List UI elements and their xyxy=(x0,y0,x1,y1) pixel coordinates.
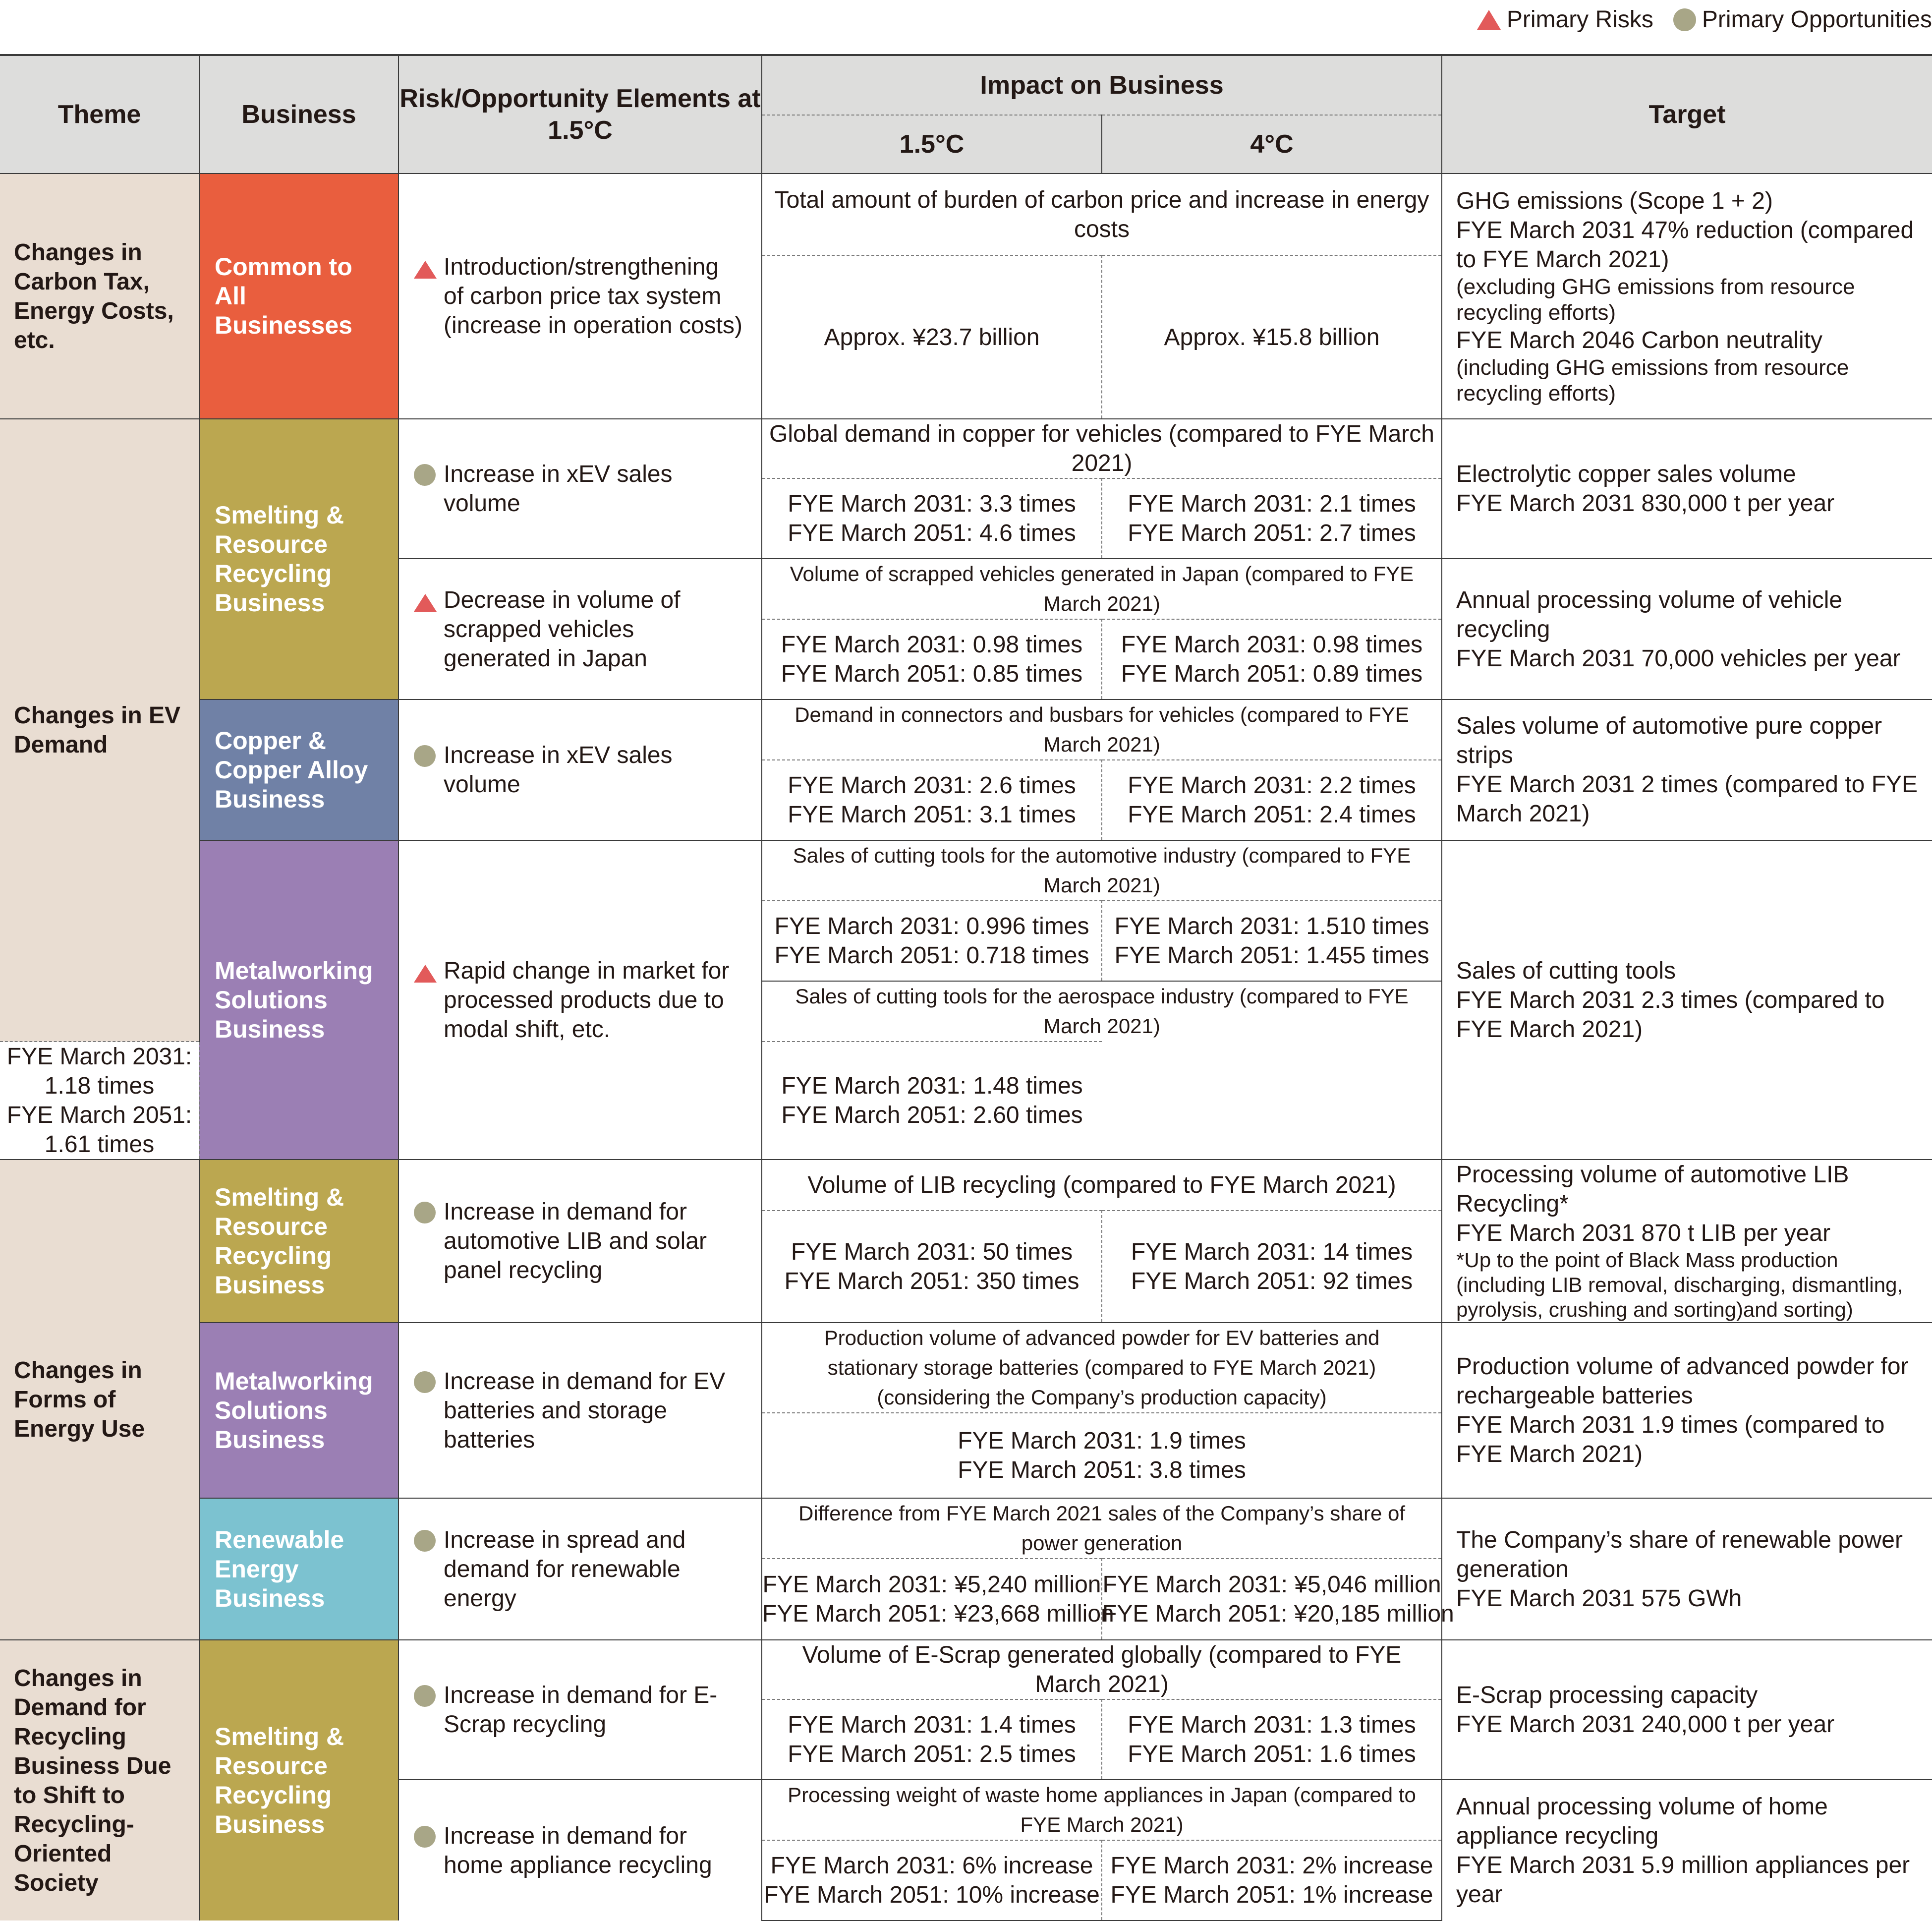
risk-triangle-icon xyxy=(414,594,437,612)
element-row: Increase in demand for E-Scrap recycling xyxy=(398,1640,762,1780)
business-metalworking: Metalworking Solutions Business xyxy=(199,840,398,1160)
impact-value-4c: FYE March 2031: 14 times FYE March 2051: 92 times xyxy=(1102,1211,1442,1323)
opportunity-circle-icon xyxy=(414,464,436,486)
impact-header: Processing weight of waste home appliances in Japan (compared to FYE March 2021) xyxy=(762,1780,1442,1840)
impact-value-4c: FYE March 2031: 0.98 times FYE March 2051: 0.89 times xyxy=(1102,619,1442,699)
impact-value-1-5c: FYE March 2031: ¥5,240 million FYE March 2051: ¥23,668 million xyxy=(762,1559,1102,1640)
impact-value-4c: FYE March 2031: 2.2 times FYE March 2051: 2.4 times xyxy=(1102,760,1442,840)
target-cell: The Company’s share of renewable power generation FYE March 2031 575 GWh xyxy=(1442,1498,1932,1640)
business-copper: Copper & Copper Alloy Business xyxy=(199,699,398,840)
element-row: Rapid change in market for processed products due to modal shift, etc. xyxy=(398,840,762,1160)
impact-value-1-5c: FYE March 2031: 0.996 times FYE March 2051: 0.718 times xyxy=(762,901,1102,981)
legend-opportunity-label: Primary Opportunities xyxy=(1702,6,1932,33)
legend-opportunity xyxy=(1673,8,1932,32)
impact-value-1-5c: FYE March 2031: 1.4 times FYE March 2051: 2.5 times xyxy=(762,1699,1102,1780)
element-row: Increase in xEV sales volume xyxy=(398,419,762,559)
element-row: Increase in spread and demand for renewable energy xyxy=(398,1498,762,1640)
target-cell: Annual processing volume of home appliance recycling FYE March 2031 5.9 million appliances per year xyxy=(1442,1780,1932,1921)
legend-risk-label: Primary Risks xyxy=(1506,6,1653,33)
theme-energy: Changes in Forms of Energy Use xyxy=(0,1160,199,1640)
element-row: Decrease in volume of scrapped vehicles generated in Japan xyxy=(398,559,762,699)
risk-triangle-icon xyxy=(414,261,437,279)
impact-value-4c: FYE March 2031: 1.3 times FYE March 2051: 1.6 times xyxy=(1102,1699,1442,1780)
opportunity-circle-icon xyxy=(414,1530,436,1552)
impact-header: Demand in connectors and busbars for vehicles (compared to FYE March 2021) xyxy=(762,699,1442,760)
target-cell: GHG emissions (Scope 1 + 2) FYE March 2031 47% reduction (compared to FYE March 2021) (excluding GHG emissions from resource recycling efforts) FYE March 2046 Carbon neutrality (including GHG emissions from resource recycling efforts) xyxy=(1442,174,1932,419)
element-row: Increase in demand for home appliance recycling xyxy=(398,1780,762,1921)
impact-value-1-5c: FYE March 2031: 6% increase FYE March 2051: 10% increase xyxy=(762,1840,1102,1921)
header-target: Target xyxy=(1442,55,1932,174)
header-4c: 4°C xyxy=(1102,115,1442,174)
impact-header: Difference from FYE March 2021 sales of the Company’s share of power generation xyxy=(762,1498,1442,1559)
opportunity-circle-icon xyxy=(1673,8,1696,31)
target-cell: Sales of cutting tools FYE March 2031 2.3 times (compared to FYE March 2021) xyxy=(1442,840,1932,1160)
impact-value-4c: FYE March 2031: 1.510 times FYE March 2051: 1.455 times xyxy=(1102,901,1442,981)
impact-header: Sales of cutting tools for the aerospace industry (compared to FYE March 2021) xyxy=(762,981,1442,1042)
impact-header: Sales of cutting tools for the automotive industry (compared to FYE March 2021) xyxy=(762,840,1442,901)
opportunity-circle-icon xyxy=(414,1685,436,1707)
element-row: Increase in demand for EV batteries and storage batteries xyxy=(398,1323,762,1498)
impact-value-1-5c: FYE March 2031: 3.3 times FYE March 2051: 4.6 times xyxy=(762,478,1102,559)
element-row: Increase in demand for automotive LIB and solar panel recycling xyxy=(398,1160,762,1323)
impact-header: Volume of E-Scrap generated globally (compared to FYE March 2021) xyxy=(762,1640,1442,1699)
opportunity-circle-icon xyxy=(414,1371,436,1393)
element-row: Introduction/strengthening of carbon price tax system (increase in operation costs) xyxy=(398,174,762,419)
header-impact: Impact on Business xyxy=(762,55,1442,115)
risk-triangle-icon xyxy=(1477,10,1501,30)
opportunity-circle-icon xyxy=(414,745,436,767)
legend xyxy=(1457,2,1932,38)
impact-header: Global demand in copper for vehicles (compared to FYE March 2021) xyxy=(762,419,1442,478)
impact-header: Volume of LIB recycling (compared to FYE March 2021) xyxy=(762,1160,1442,1211)
target-cell: Annual processing volume of vehicle recycling FYE March 2031 70,000 vehicles per year xyxy=(1442,559,1932,699)
target-cell: Electrolytic copper sales volume FYE March 2031 830,000 t per year xyxy=(1442,419,1932,559)
impact-value-1-5c: FYE March 2031: 0.98 times FYE March 2051: 0.85 times xyxy=(762,619,1102,699)
element-row: Increase in xEV sales volume xyxy=(398,699,762,840)
business-metalworking: Metalworking Solutions Business xyxy=(199,1323,398,1498)
impact-header: Total amount of burden of carbon price and increase in energy costs xyxy=(762,174,1442,255)
theme-carbon: Changes in Carbon Tax, Energy Costs, etc. xyxy=(0,174,199,419)
business-smelting: Smelting & Resource Recycling Business xyxy=(199,1160,398,1323)
legend-risk xyxy=(1477,8,1653,32)
target-cell: Production volume of advanced powder for rechargeable batteries FYE March 2031 1.9 times (compared to FYE March 2021) xyxy=(1442,1323,1932,1498)
impact-value-4c: FYE March 2031: 1.48 times FYE March 2051: 2.60 times xyxy=(762,1042,1102,1160)
header-elements: Risk/Opportunity Elements at 1.5°C xyxy=(398,55,762,174)
target-cell: E-Scrap processing capacity FYE March 2031 240,000 t per year xyxy=(1442,1640,1932,1780)
business-smelting: Smelting & Resource Recycling Business xyxy=(199,1640,398,1921)
theme-recycling: Changes in Demand for Recycling Business Due to Shift to Recycling-Oriented Society xyxy=(0,1640,199,1921)
impact-value-4c: FYE March 2031: 2% increase FYE March 2051: 1% increase xyxy=(1102,1840,1442,1921)
impact-value-1-5c: FYE March 2031: 50 times FYE March 2051: 350 times xyxy=(762,1211,1102,1323)
impact-header: Production volume of advanced powder for EV batteries and stationary storage batteries (compared to FYE March 2021) (considering the Company’s production capacity) xyxy=(762,1323,1442,1413)
business-smelting: Smelting & Resource Recycling Business xyxy=(199,419,398,699)
business-common: Common to All Businesses xyxy=(199,174,398,419)
target-cell: Sales volume of automotive pure copper strips FYE March 2031 2 times (compared to FYE March 2021) xyxy=(1442,699,1932,840)
header-theme: Theme xyxy=(0,55,199,174)
impact-value-4c: FYE March 2031: 2.1 times FYE March 2051: 2.7 times xyxy=(1102,478,1442,559)
theme-ev: Changes in EV Demand xyxy=(0,419,199,1042)
business-renewable: Renewable Energy Business xyxy=(199,1498,398,1640)
opportunity-circle-icon xyxy=(414,1826,436,1848)
risk-triangle-icon xyxy=(414,965,437,983)
climate-risk-table xyxy=(0,54,1932,1921)
impact-value-4c: Approx. ¥15.8 billion xyxy=(1102,255,1442,419)
impact-value-both: FYE March 2031: 1.9 times FYE March 2051: 3.8 times xyxy=(762,1413,1442,1498)
impact-header: Volume of scrapped vehicles generated in Japan (compared to FYE March 2021) xyxy=(762,559,1442,619)
impact-value-1-5c: Approx. ¥23.7 billion xyxy=(762,255,1102,419)
target-cell: Processing volume of automotive LIB Recycling* FYE March 2031 870 t LIB per year *Up to the point of Black Mass production (including LIB removal, discharging, dismantling, pyrolysis, crushing and sorting)and sorting) xyxy=(1442,1160,1932,1323)
impact-value-1-5c: FYE March 2031: 2.6 times FYE March 2051: 3.1 times xyxy=(762,760,1102,840)
opportunity-circle-icon xyxy=(414,1202,436,1223)
impact-value-1-5c: FYE March 2031: 1.18 times FYE March 2051: 1.61 times xyxy=(0,1042,199,1160)
impact-value-4c: FYE March 2031: ¥5,046 million FYE March 2051: ¥20,185 million xyxy=(1102,1559,1442,1640)
header-1-5c: 1.5°C xyxy=(762,115,1102,174)
header-business: Business xyxy=(199,55,398,174)
